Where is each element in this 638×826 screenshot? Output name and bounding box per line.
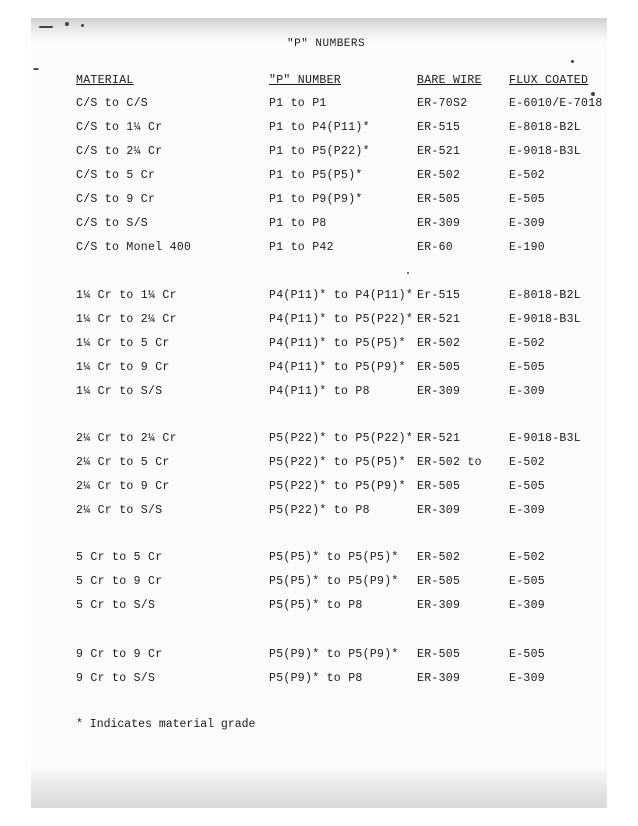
cell-flux-coated: E-309	[509, 504, 546, 517]
cell-flux-coated: E-309	[509, 217, 546, 230]
cell-material: 9 Cr to 9 Cr	[76, 648, 163, 661]
scan-speck	[81, 24, 84, 27]
cell-p-number: P4(P11)* to P4(P11)*	[269, 289, 414, 302]
cell-material: C/S to 1¼ Cr	[76, 121, 163, 134]
cell-flux-coated: E-9018-B3L	[509, 432, 582, 445]
cell-p-number: P5(P9)* to P5(P9)*	[269, 648, 399, 661]
cell-p-number: P1 to P42	[269, 241, 334, 254]
cell-bare-wire: ER-521	[417, 432, 461, 445]
cell-bare-wire: ER-502	[417, 337, 461, 350]
cell-p-number: P4(P11)* to P8	[269, 385, 370, 398]
scan-speck	[33, 68, 39, 70]
cell-p-number: P1 to P4(P11)*	[269, 121, 370, 134]
cell-p-number: P1 to P5(P5)*	[269, 169, 363, 182]
scan-speck	[65, 22, 69, 26]
cell-flux-coated: E-6010/E-7018	[509, 97, 603, 110]
cell-flux-coated: E-9018-B3L	[509, 313, 582, 326]
cell-bare-wire: ER-502	[417, 169, 461, 182]
cell-flux-coated: E-8018-B2L	[509, 289, 582, 302]
header-p-number: "P" NUMBER	[269, 74, 342, 87]
header-bare-wire: BARE WIRE	[417, 74, 482, 87]
cell-material: C/S to Monel 400	[76, 241, 192, 254]
cell-material: 1¼ Cr to 5 Cr	[76, 337, 170, 350]
cell-p-number: P5(P5)* to P8	[269, 599, 363, 612]
cell-bare-wire: ER-505	[417, 361, 461, 374]
cell-bare-wire: ER-521	[417, 313, 461, 326]
cell-material: 9 Cr to S/S	[76, 672, 156, 685]
page-title: "P" NUMBERS	[287, 38, 366, 50]
cell-flux-coated: E-505	[509, 480, 546, 493]
cell-p-number: P5(P9)* to P8	[269, 672, 363, 685]
cell-p-number: P5(P5)* to P5(P5)*	[269, 551, 399, 564]
cell-bare-wire: ER-70S2	[417, 97, 468, 110]
cell-flux-coated: E-505	[509, 193, 546, 206]
cell-flux-coated: E-9018-B3L	[509, 145, 582, 158]
cell-material: 1¼ Cr to 1¼ Cr	[76, 289, 177, 302]
cell-material: 1¼ Cr to 2¼ Cr	[76, 313, 177, 326]
cell-flux-coated: E-309	[509, 385, 546, 398]
cell-material: C/S to C/S	[76, 97, 149, 110]
cell-flux-coated: E-502	[509, 169, 546, 182]
cell-p-number: P5(P22)* to P8	[269, 504, 370, 517]
cell-material: C/S to 9 Cr	[76, 193, 156, 206]
cell-bare-wire: ER-502	[417, 551, 461, 564]
cell-material: C/S to 5 Cr	[76, 169, 156, 182]
cell-p-number: P1 to P5(P22)*	[269, 145, 370, 158]
cell-p-number: P1 to P9(P9)*	[269, 193, 363, 206]
scan-shadow-bottom	[31, 766, 607, 808]
cell-material: 2¼ Cr to 5 Cr	[76, 456, 170, 469]
scan-speck	[591, 92, 595, 96]
cell-bare-wire: ER-309	[417, 599, 461, 612]
cell-material: 1¼ Cr to S/S	[76, 385, 163, 398]
cell-material: C/S to 2¼ Cr	[76, 145, 163, 158]
cell-bare-wire: ER-309	[417, 385, 461, 398]
scanned-page	[31, 18, 607, 808]
cell-p-number: P4(P11)* to P5(P22)*	[269, 313, 414, 326]
cell-material: 5 Cr to S/S	[76, 599, 156, 612]
cell-bare-wire: ER-60	[417, 241, 454, 254]
cell-material: 1¼ Cr to 9 Cr	[76, 361, 170, 374]
cell-material: 2¼ Cr to 9 Cr	[76, 480, 170, 493]
cell-material: 2¼ Cr to 2¼ Cr	[76, 432, 177, 445]
cell-flux-coated: E-190	[509, 241, 546, 254]
cell-material: 2¼ Cr to S/S	[76, 504, 163, 517]
cell-p-number: P4(P11)* to P5(P5)*	[269, 337, 406, 350]
scan-speck	[407, 272, 409, 274]
cell-flux-coated: E-505	[509, 648, 546, 661]
cell-material: C/S to S/S	[76, 217, 149, 230]
scan-speck	[571, 60, 574, 63]
cell-bare-wire: Er-515	[417, 289, 461, 302]
cell-p-number: P5(P22)* to P5(P22)*	[269, 432, 414, 445]
cell-p-number: P4(P11)* to P5(P9)*	[269, 361, 406, 374]
cell-flux-coated: E-502	[509, 456, 546, 469]
cell-flux-coated: E-505	[509, 361, 546, 374]
cell-p-number: P1 to P1	[269, 97, 327, 110]
cell-flux-coated: E-502	[509, 337, 546, 350]
cell-bare-wire: ER-505	[417, 480, 461, 493]
cell-p-number: P5(P22)* to P5(P9)*	[269, 480, 406, 493]
cell-material: 5 Cr to 5 Cr	[76, 551, 163, 564]
cell-p-number: P1 to P8	[269, 217, 327, 230]
cell-flux-coated: E-309	[509, 672, 546, 685]
header-material: MATERIAL	[76, 74, 134, 87]
cell-bare-wire: ER-309	[417, 217, 461, 230]
cell-bare-wire: ER-309	[417, 504, 461, 517]
cell-flux-coated: E-502	[509, 551, 546, 564]
cell-flux-coated: E-505	[509, 575, 546, 588]
header-flux-coated: FLUX COATED	[509, 74, 589, 87]
footnote: * Indicates material grade	[76, 718, 256, 731]
cell-flux-coated: E-8018-B2L	[509, 121, 582, 134]
cell-flux-coated: E-309	[509, 599, 546, 612]
scan-speck	[39, 26, 53, 28]
cell-material: 5 Cr to 9 Cr	[76, 575, 163, 588]
cell-bare-wire: ER-505	[417, 648, 461, 661]
cell-bare-wire: ER-505	[417, 575, 461, 588]
cell-bare-wire: ER-515	[417, 121, 461, 134]
cell-bare-wire: ER-521	[417, 145, 461, 158]
cell-p-number: P5(P5)* to P5(P9)*	[269, 575, 399, 588]
cell-bare-wire: ER-502 to	[417, 456, 482, 469]
cell-p-number: P5(P22)* to P5(P5)*	[269, 456, 406, 469]
cell-bare-wire: ER-309	[417, 672, 461, 685]
cell-bare-wire: ER-505	[417, 193, 461, 206]
